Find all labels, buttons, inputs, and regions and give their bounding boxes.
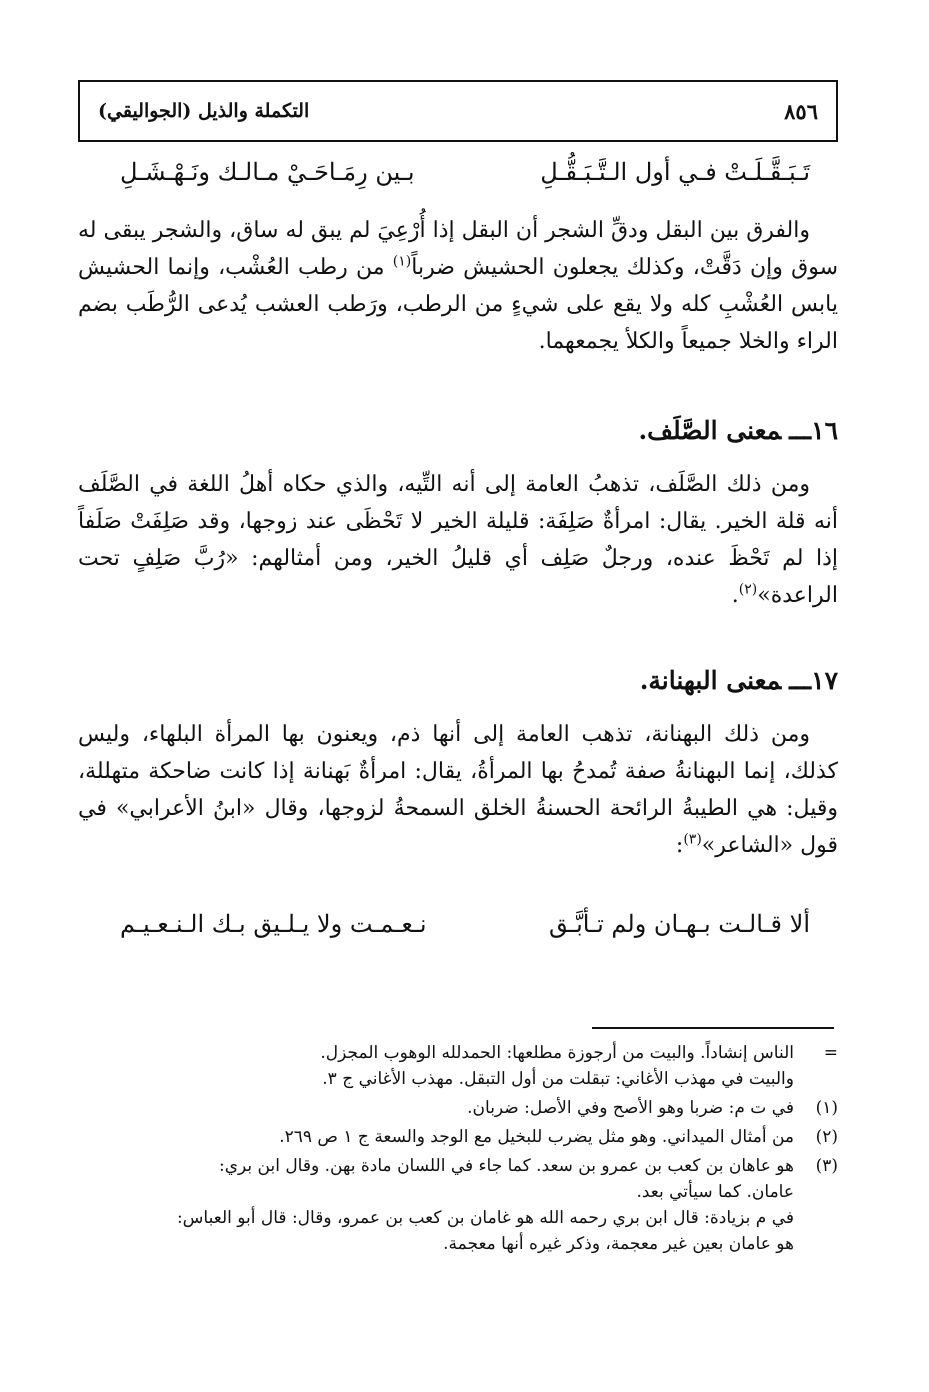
footnotes: [78, 1040, 838, 1260]
section-title: معنى الصَّلَف.: [638, 416, 782, 445]
paragraph-line: وإنما الحشيش يابس العُشْبِ كله ولا يقع على شيءٍ من الرطب، ورَطب العشب: [78, 255, 839, 317]
footnote-line: والبيت في مهذب الأغاني: تبقلت من أول التبقل. مهذب الأغاني ج ٣.: [322, 1069, 794, 1089]
section-heading-16: [78, 416, 838, 445]
footnote-marker: =: [823, 1043, 838, 1063]
page-number: ٨٥٦: [784, 98, 818, 124]
running-title: التكملة والذيل (الجواليقي): [98, 100, 310, 122]
footnote-line: الناس إنشاداً. والبيت من أرجوزة مطلعها: الحمدلله الوهوب المجزل.: [320, 1043, 794, 1063]
footnote-continuation: [78, 1040, 838, 1092]
footnote-line: عامان. كما سيأتي بعد.: [636, 1182, 794, 1202]
paragraph-line: والفرق بين البقل ودقِّ الشجر أن البقل إذا أُرْعِيَ لم يبق له ساق، والشجر: [152, 218, 810, 243]
paragraph-plant-difference: [78, 212, 838, 360]
verse-hemistich-left: نـعـمـت ولا يـلـيق بـك الـنـعـيـم: [120, 910, 427, 938]
paragraph-line: ومن ذلك الصَّلَف، تذهبُ العامة إلى أنه التِّيه، والذي حكاه أهلُ اللغة في: [149, 472, 811, 497]
paragraph-line: الأعرابي» في قول «الشاعر»: [78, 796, 838, 858]
page-header: [78, 80, 838, 142]
paragraph-line: من رطب العُشْب،: [218, 255, 385, 280]
section-title: معنى البهنانة.: [639, 666, 782, 695]
section-number: ١٧ـــ: [789, 666, 838, 695]
footnote-ref[interactable]: (١): [392, 253, 412, 270]
footnote-ref[interactable]: (٢): [738, 581, 758, 598]
footnote-line: في ت م: ضربا وهو الأصح وفي الأصل: ضربان.: [467, 1098, 794, 1118]
paragraph-line: الصَّلَف أنه قلة الخير. يقال: امرأةٌ صَلِفَة: قليلة الخير لا تَحْظَى عند زوجها، وقد: [78, 472, 839, 534]
paragraph-line: كذلك، إنما البهنانةُ صفة تُمدحُ بها المرأةُ، يقال: امرأةٌ بَهنانة إذا كانت ضاحكة: [148, 759, 838, 784]
footnote-marker: (٣): [815, 1156, 838, 1176]
paragraph-line: متهللة، وقيل: هي الطيبةُ الرائحة الحسنةُ الخلق السمحةُ لزوجها، وقال «ابنُ: [78, 759, 838, 821]
verse-line-2: [120, 910, 810, 938]
footnote-1: [78, 1095, 838, 1121]
footnote-3: [78, 1153, 838, 1257]
paragraph-line: يُدعى الرُّطَب بضم الراء والخلا جميعاً والكلأ يجمعهما.: [78, 292, 838, 354]
footnote-divider: [592, 1027, 834, 1029]
verse-line-1: [120, 158, 810, 186]
footnote-ref[interactable]: (٣): [683, 831, 702, 848]
footnote-line: من أمثال الميداني. وهو مثل يضرب للبخيل مع الوجد والسعة ج ١ ص ٢٦٩.: [279, 1127, 794, 1147]
verse-hemistich-left: بـين رِمَـاحَـيْ مـالـك ونَـهْـشَـلِ: [120, 158, 415, 186]
verse-hemistich-right: تَـبَـقَّـلَـتْ فـي أول الـتَّـبَـقُّـلِ: [540, 158, 810, 186]
footnote-2: [78, 1124, 838, 1150]
footnote-line: هو عاهان بن كعب بن عمرو بن سعد. كما جاء في اللسان مادة بهن. وقال ابن بري:: [218, 1156, 794, 1176]
paragraph-line: صَلِفَتْ صَلَفاً إذا لم تَحْظَ عنده، ورجلٌ صَلِف أي قليلُ الخير، ومن أمثالهم: «رُبَّ: [78, 509, 838, 571]
footnote-marker: (١): [815, 1098, 838, 1118]
paragraph-salaf: ومن ذلك الصَّلَف، تذهبُ العامة إلى أنه التِّيه، والذي حكاه أهلُ اللغة في الصَّلَف أنه قلة الخير. يقال: امرأةٌ صَلِفَة: قليلة الخير لا تَحْظَى عند زوجها، وقد صَلِفَتْ صَلَفاً إذا لم تَحْظَ عنده، ورجلٌ صَلِف أي قليلُ الخير، ومن أمثالهم: «رُبَّ صَلِفٍ تحت الراعدة»$^{(٢)}$.: [78, 472, 839, 608]
paragraph-line: يبقى له سوق وإن دَقَّتْ، وكذلك يجعلون الحشيش ضرباً: [78, 218, 839, 280]
paragraph-buhnana: ومن ذلك البهنانة، تذهب العامة إلى أنها ذم، ويعنون بها المرأة البلهاء، وليس كذلك، إنما البهنانةُ صفة تُمدحُ بها المرأةُ، يقال: امرأةٌ بَهنانة إذا كانت ضاحكة متهللة، وقيل: هي الطيبةُ الرائحة الحسنةُ الخلق السمحةُ لزوجها، وقال «ابنُ الأعرابي» في قول «الشاعر»$^{(٣)}$:: [78, 722, 838, 858]
section-heading-17: [78, 666, 838, 695]
paragraph-line: صَلِفٍ تحت الراعدة»: [78, 546, 838, 608]
footnote-line: في م بزيادة: قال ابن بري رحمه الله هو غامان بن كعب بن عمرو، وقال: قال أبو العباس:: [176, 1208, 794, 1228]
footnote-line: هو عامان بعين غير معجمة، وذكر غيره أنها معجمة.: [443, 1234, 794, 1254]
section-number: ١٦ـــ: [789, 416, 838, 445]
paragraph-line: ومن ذلك البهنانة، تذهب العامة إلى أنها ذم، ويعنون بها المرأة البلهاء، وليس: [78, 722, 810, 747]
verse-hemistich-right: ألا قـالـت بـهـان ولم تـأبَّـق: [549, 910, 810, 938]
footnote-marker: (٢): [815, 1127, 838, 1147]
